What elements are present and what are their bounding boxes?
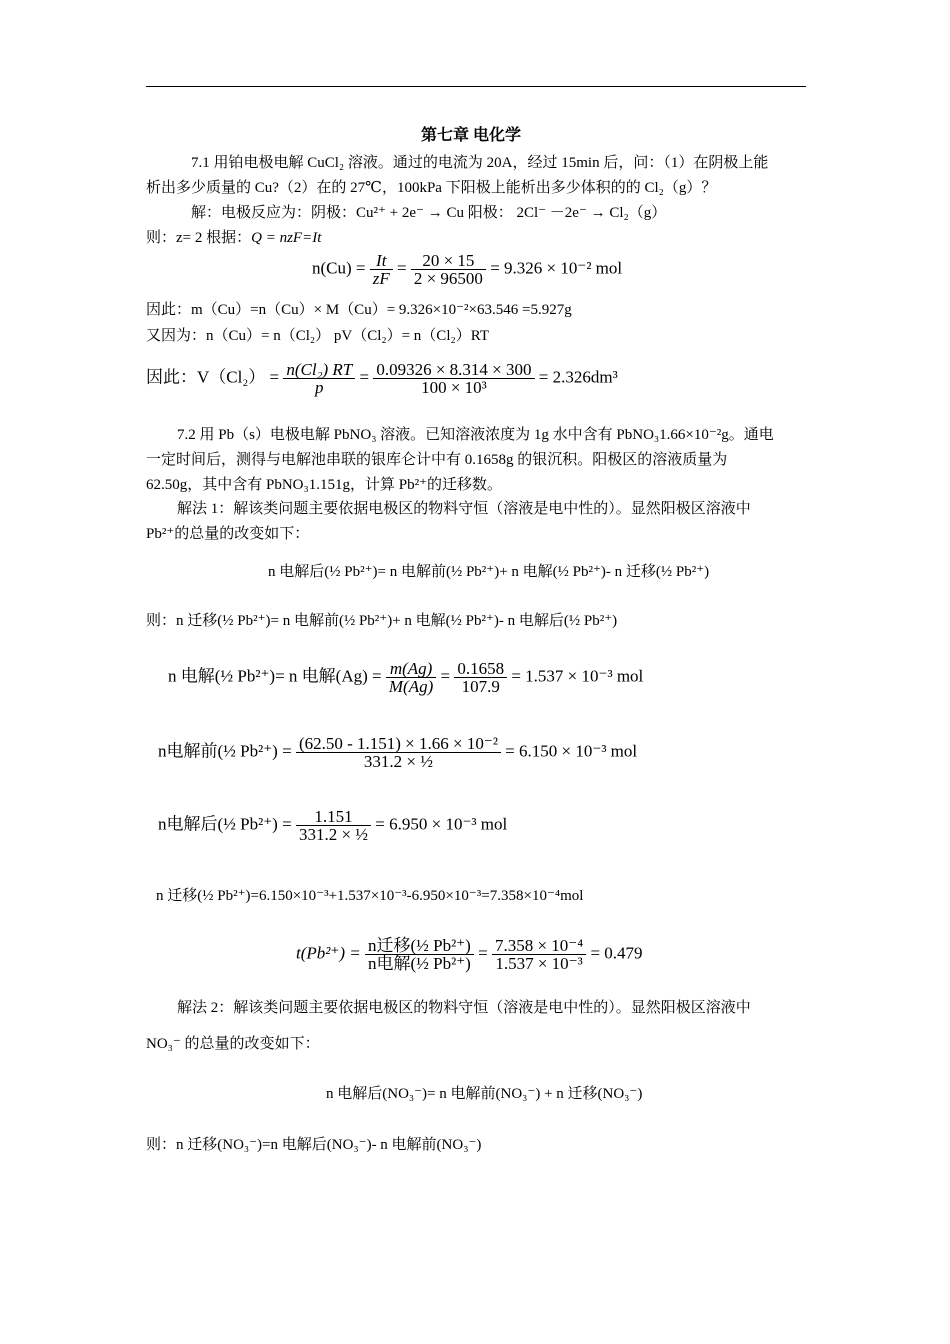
solution-charge-prefix: 则：z= 2 根据： xyxy=(146,230,252,246)
mass-cu-line: 因此：m（Cu）=n（Cu）× M（Cu）= 9.326×10⁻²×63.546 =5.927g xyxy=(146,302,572,318)
equation-n-ag: n 电解(½ Pb²⁺)= n 电解(Ag) = $\frac{m(Ag)}{M(Ag)}$ = $\frac{0.1658}{107.9}$ = 1.537 × 10⁻³ mol xyxy=(168,659,644,696)
problem-7-1-line-1: 7.1 用铂电极电解 CuCl₂ 溶液。通过的电流为 20A，经过 15min 后，问：（1）在阴极上能 xyxy=(191,155,769,171)
eq-v-result: = 2.326dm³ xyxy=(538,367,618,387)
equation-n-after xyxy=(158,808,507,843)
charge-formula: Q = nzF=It xyxy=(251,230,322,246)
eq-n-cu-fraction-2 xyxy=(411,252,486,287)
eq-n-cu-den-1: zF xyxy=(370,269,393,287)
eq-v-num-2: 0.09326 × 8.314 × 300 xyxy=(376,360,532,379)
eq-v-lhs: 因此：V（Cl₂） = xyxy=(146,367,280,387)
eq-n-cu-num-2: 20 × 15 xyxy=(422,251,475,270)
pv-line: 又因为：n（Cu）= n（Cl₂） pV（Cl₂）= n（Cl₂）RT xyxy=(146,328,489,344)
eq-ag-den-2: 107.9 xyxy=(454,677,507,695)
eq-after-num: 1.151 xyxy=(314,807,353,826)
eq-after-fraction xyxy=(296,808,371,843)
eq-before-lhs: n电解前(½ Pb²⁺) = xyxy=(158,741,292,761)
eq-t-result: = 0.479 xyxy=(590,943,643,963)
equation-n-cu: n(Cu) = $\frac{It}{zF}$ = $\frac{20 \times 15}{2 \times 96500}$ = 9.326 × 10⁻² mol xyxy=(312,251,623,288)
equation-n-migration: n 迁移(½ Pb²⁺)=6.150×10⁻³+1.537×10⁻³-6.950×10⁻³=7.358×10⁻⁴mol xyxy=(156,888,584,904)
eq-v-fraction-2 xyxy=(373,361,534,396)
eq-v-den-2: 100 × 10³ xyxy=(373,378,534,396)
chapter-title: 第七章 电化学 xyxy=(421,127,522,144)
eq-ag-num-2: 0.1658 xyxy=(457,659,505,678)
eq-t-num-2: 7.358 × 10⁻⁴ xyxy=(494,936,584,955)
eq-ag-fraction-1 xyxy=(386,660,436,695)
equation-v-cl2: 因此：V（Cl₂） = $\frac{\text{n(Cl₂) RT}}{p}$ = $\frac{0.09326 \times 8.314 \times 300}{\text{100 × 10³}}$ = 2.326dm³ xyxy=(146,360,618,397)
problem-7-2-line-2: 一定时间后，测得与电解池串联的银库仑计中有 0.1658g 的银沉积。阳极区的溶液质量为 xyxy=(146,452,728,468)
method-2-line-2: NO₃⁻ 的总量的改变如下： xyxy=(146,1036,320,1052)
header-rule xyxy=(146,86,806,87)
equation-transference-number: t(Pb²⁺) = $\frac{\text{n迁移(½ Pb²⁺)}}{\text{n电解(½ Pb²⁺)}}$ = $\frac{\text{7.358 × 10⁻⁴}}{\text{1.537 × 10⁻³}}$ = 0.479 xyxy=(296,936,643,973)
eq-after-result: = 6.950 × 10⁻³ mol xyxy=(375,814,508,834)
equation-n-before xyxy=(158,735,637,770)
solution-electrode-reactions: 解：电极反应为：阴极：Cu²⁺ + 2e⁻ → Cu 阳极： 2Cl⁻ －2e⁻ → Cl₂（g） xyxy=(191,205,667,221)
eq-ag-num-1: m(Ag) xyxy=(389,659,433,678)
problem-7-1-line-2: 析出多少质量的 Cu?（2）在的 27℃，100kPa 下阳极上能析出多少体积的的 Cl₂（g）？ xyxy=(146,180,717,196)
eq-ag-den-1: M(Ag) xyxy=(386,677,436,695)
problem-7-2-line-1: 7.2 用 Pb（s）电极电解 PbNO₃ 溶液。已知溶液浓度为 1g 水中含有 PbNO₃1.66×10⁻²g。通电 xyxy=(177,427,774,443)
eq-ag-lhs: n 电解(½ Pb²⁺)= n 电解(Ag) = xyxy=(168,666,382,686)
eq-before-result: = 6.150 × 10⁻³ mol xyxy=(505,741,638,761)
balance-equation-3: n 电解后(NO₃⁻)= n 电解前(NO₃⁻) + n 迁移(NO₃⁻) xyxy=(326,1086,643,1102)
method-1-line-1: 解法 1：解该类问题主要依据电极区的物料守恒（溶液是电中性的）。显然阳极区溶液中 xyxy=(177,501,751,517)
eq-t-den-2: 1.537 × 10⁻³ xyxy=(492,954,586,972)
eq-t-num-1: n迁移(½ Pb²⁺) xyxy=(367,936,471,955)
eq-after-den: 331.2 × ½ xyxy=(296,825,371,843)
eq-v-fraction-1 xyxy=(283,361,355,396)
balance-equation-4: 则：n 迁移(NO₃⁻)=n 电解后(NO₃⁻)- n 电解前(NO₃⁻) xyxy=(146,1137,482,1153)
solution-charge-line xyxy=(146,231,321,246)
eq-n-cu-result: = 9.326 × 10⁻² mol xyxy=(490,258,623,278)
eq-ag-result: = 1.537 × 10⁻³ mol xyxy=(511,666,644,686)
eq-ag-fraction-2 xyxy=(454,660,507,695)
eq-v-den-1: p xyxy=(283,378,355,396)
method-1-line-2: Pb²⁺的总量的改变如下： xyxy=(146,526,310,542)
eq-after-lhs: n电解后(½ Pb²⁺) = xyxy=(158,814,292,834)
eq-n-cu-den-2: 2 × 96500 xyxy=(411,269,486,287)
balance-equation-2: 则：n 迁移(½ Pb²⁺)= n 电解前(½ Pb²⁺)+ n 电解(½ Pb²⁺)- n 电解后(½ Pb²⁺) xyxy=(146,613,618,629)
problem-7-2-line-3: 62.50g，其中含有 PbNO₃1.151g，计算 Pb²⁺的迁移数。 xyxy=(146,477,502,493)
eq-before-fraction xyxy=(296,735,501,770)
method-2-line-1: 解法 2：解该类问题主要依据电极区的物料守恒（溶液是电中性的）。显然阳极区溶液中 xyxy=(177,1000,751,1016)
eq-t-den-1: n电解(½ Pb²⁺) xyxy=(365,954,474,972)
eq-t-lhs: t(Pb²⁺) = xyxy=(296,943,361,963)
balance-equation-1: n 电解后(½ Pb²⁺)= n 电解前(½ Pb²⁺)+ n 电解(½ Pb²⁺)- n 迁移(½ Pb²⁺) xyxy=(268,564,710,580)
eq-before-den: 331.2 × ½ xyxy=(296,752,501,770)
eq-v-num-1: n(Cl₂) RT xyxy=(286,360,353,379)
eq-n-cu-num-1: It xyxy=(376,251,387,270)
eq-before-num: (62.50 - 1.151) × 1.66 × 10⁻² xyxy=(298,734,498,753)
eq-n-cu-lhs: n(Cu) = xyxy=(312,258,366,278)
eq-t-fraction-2 xyxy=(492,937,586,972)
eq-n-cu-fraction-1 xyxy=(370,252,393,287)
eq-t-fraction-1 xyxy=(365,937,474,972)
